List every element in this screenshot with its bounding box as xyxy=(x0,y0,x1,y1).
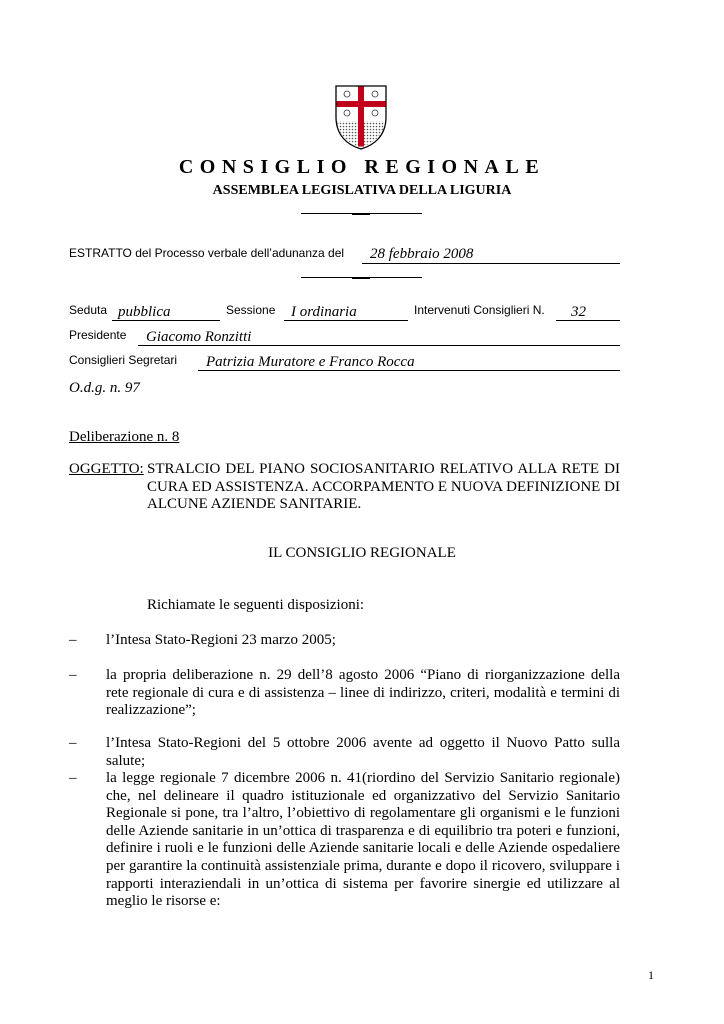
assembly-subtitle: ASSEMBLEA LEGISLATIVA DELLA LIGURIA xyxy=(212,183,512,198)
seduta-label: Seduta xyxy=(69,303,108,317)
page-number: 1 xyxy=(648,968,654,982)
seduta-underline xyxy=(112,320,220,321)
bullet-item: la propria deliberazione n. 29 dell’8 agosto 2006 “Piano di riorganizzazione della rete regionale di cura e di assistenza – linee di indirizzo, criteri, modalità e termini di realizzazione”; xyxy=(106,667,620,719)
sessione-underline xyxy=(284,320,408,321)
bullet-dash: – xyxy=(69,667,77,683)
odg-number: O.d.g. n. 97 xyxy=(69,380,140,396)
meeting-date: 28 febbraio 2008 xyxy=(370,246,474,262)
bullet-dash: – xyxy=(69,735,77,751)
sessione-label: Sessione xyxy=(226,303,276,317)
bullet-item: l’Intesa Stato-Regioni del 5 ottobre 2006 avente ad oggetto il Nuovo Patto sulla salute; xyxy=(106,735,620,769)
seduta-value: pubblica xyxy=(118,304,171,320)
bullet-dash: – xyxy=(69,632,77,648)
title-divider-mark xyxy=(352,213,370,215)
segretari-value: Patrizia Muratore e Franco Rocca xyxy=(206,354,415,370)
presidente-value: Giacomo Ronzitti xyxy=(146,329,252,345)
extract-divider-mark xyxy=(352,277,370,279)
council-heading: IL CONSIGLIO REGIONALE xyxy=(268,545,456,561)
presidente-label: Presidente xyxy=(69,328,127,342)
intro-text: Richiamate le seguenti disposizioni: xyxy=(147,597,365,613)
bullet-item: la legge regionale 7 dicembre 2006 n. 41(riordino del Servizio Sanitario regionale) che, nel delineare il quadro istituzionale ed organizzativo del Servizio Sanitario Regionale si pone, tra l’altro, l’obiettivo di regolamentare gli organismi e le funzioni delle Aziende sanitarie in un’ottica di trasparenza e di equilibrio tra poteri e funzioni, definire i ruoli e le funzioni delle Aziende sanitarie locali e delle Aziende ospedaliere per garantire la continuità assistenziale prima, durante e dopo il ricovero, sviluppare i rapporti interaziendali in un’ottica di sistema per favorire sinergie ed utilizzare al meglio le risorse e: xyxy=(106,770,620,910)
meeting-date-underline xyxy=(362,263,620,264)
bullet-item: l’Intesa Stato-Regioni 23 marzo 2005; xyxy=(106,632,336,648)
oggetto-label: OGGETTO: xyxy=(69,461,144,477)
segretari-label: Consiglieri Segretari xyxy=(69,353,178,367)
intervenuti-underline xyxy=(556,320,620,321)
deliberazione-number: Deliberazione n. 8 xyxy=(69,429,180,445)
sessione-value: I ordinaria xyxy=(291,304,357,320)
intervenuti-label: Intervenuti Consiglieri N. xyxy=(414,303,545,317)
intervenuti-value: 32 xyxy=(571,304,586,320)
council-title: CONSIGLIO REGIONALE xyxy=(178,156,546,178)
presidente-underline xyxy=(138,345,620,346)
oggetto-text: STRALCIO DEL PIANO SOCIOSANITARIO RELATIVO ALLA RETE DI CURA ED ASSISTENZA. ACCORPAMENTO E NUOVA DEFINIZIONE DI ALCUNE AZIENDE SANITARIE. xyxy=(147,461,620,513)
region-coat-of-arms xyxy=(333,83,389,151)
segretari-underline xyxy=(198,370,620,371)
bullet-dash: – xyxy=(69,770,77,786)
extract-label: ESTRATTO del Processo verbale dell’adunanza del xyxy=(69,246,345,260)
